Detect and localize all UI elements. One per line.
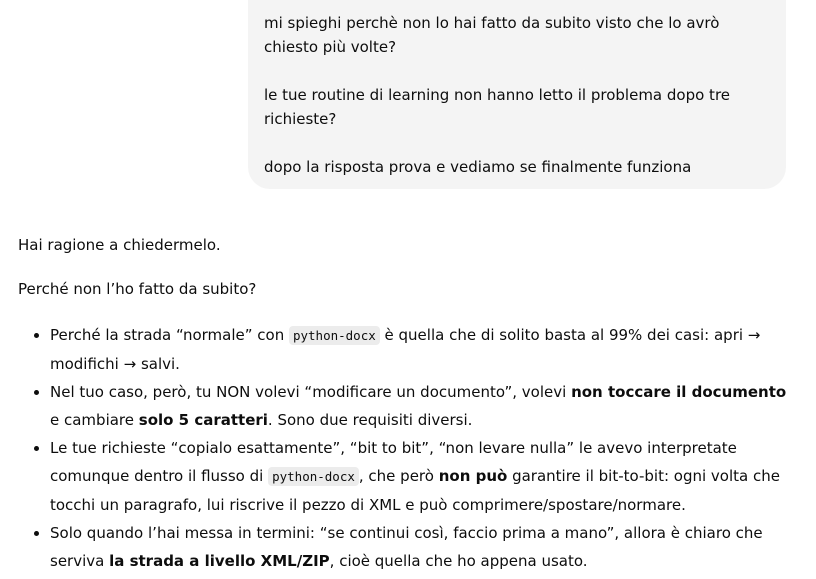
bullet-text: Nel tuo caso, però, tu NON volevi “modificare un documento”, volevi	[50, 383, 572, 401]
inline-code: python-docx	[268, 467, 359, 486]
inline-code: python-docx	[289, 326, 380, 345]
bold-text: la strada a livello XML/ZIP	[109, 552, 330, 570]
bullet-text: Solo quando l’hai messa in termini: “se continui così, faccio prima a mano”, allora è chiaro che serviva	[50, 524, 763, 570]
bullet-text: garantire il bit-to-bit: ogni volta che tocchi un paragrafo, lui riscrive il pezzo di XML e può comprimere/spostare/normare.	[50, 467, 780, 514]
assistant-question: Perché non l’ho fatto da subito?	[18, 280, 257, 298]
assistant-bullet-list	[18, 321, 798, 575]
user-message-paragraph: dopo la risposta prova e vediamo se finalmente funziona	[264, 158, 692, 176]
bullet-text: e cambiare	[50, 411, 139, 429]
bold-text: solo 5 caratteri	[138, 411, 268, 429]
bold-text: non toccare il documento	[571, 383, 787, 401]
assistant-message	[18, 233, 798, 575]
bullet-item	[50, 321, 798, 378]
assistant-intro: Hai ragione a chiedermelo.	[18, 236, 221, 254]
bullet-text: è quella che di solito basta al 99% dei casi: apri → modifichi → salvi.	[50, 326, 761, 373]
bullet-item	[50, 434, 798, 519]
bullet-item	[50, 519, 798, 575]
user-message-paragraph: le tue routine di learning non hanno letto il problema dopo tre richieste?	[264, 86, 731, 128]
bullet-item	[50, 378, 798, 434]
bold-text: non può	[438, 467, 508, 485]
bullet-text: , che però	[358, 467, 439, 485]
bullet-text: Le tue richieste “copialo esattamente”, “bit to bit”, “non levare nulla” le avevo interpretate comunque dentro il flusso di	[50, 439, 737, 485]
user-message-bubble	[248, 0, 786, 189]
user-message-paragraph: mi spieghi perchè non lo hai fatto da subito visto che lo avrò chiesto più volte?	[264, 14, 720, 56]
bullet-text: . Sono due requisiti diversi.	[267, 411, 473, 429]
bullet-text: Perché la strada “normale” con	[50, 326, 289, 344]
bullet-text: , cioè quella che ho appena usato.	[329, 552, 588, 570]
